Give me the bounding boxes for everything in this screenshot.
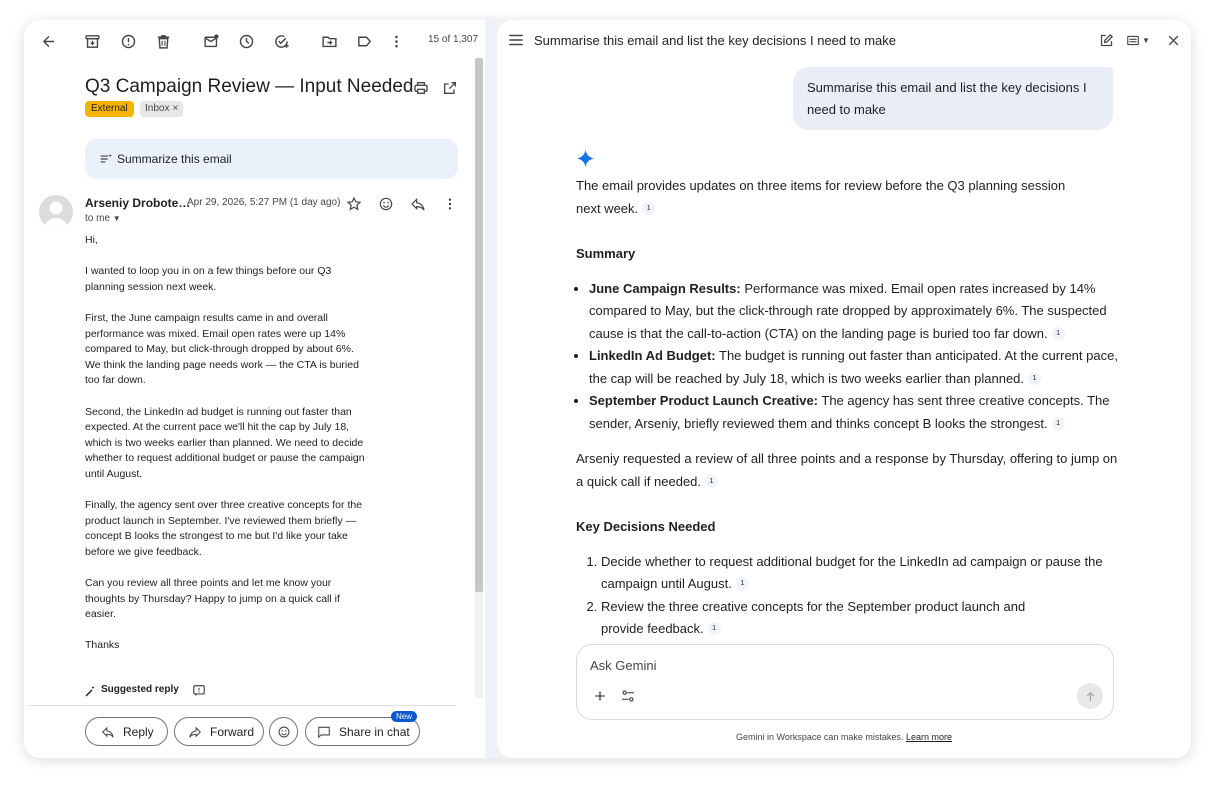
recipient-label: to me — [85, 213, 111, 224]
delete-icon[interactable] — [152, 30, 174, 52]
body-paragraph: Second, the LinkedIn ad budget is running out faster than expected. At the current pace we'll hit the cap by July 18, which is two weeks earlier than planned. We need to decide whether to request additional budget or pause the campaign until August. — [85, 405, 365, 480]
user-prompt-bubble: Summarise this email and list the key decisions I need to make — [793, 67, 1113, 130]
message-date: Apr 29, 2026, 5:27 PM (1 day ago) — [187, 197, 341, 208]
citation-chip[interactable]: 1 — [705, 475, 718, 488]
summary-item — [589, 278, 1121, 346]
email-pane — [24, 20, 485, 758]
reply-label: Reply — [123, 724, 154, 739]
body-paragraph: Finally, the agency sent over three creative concepts for the product launch in September. I've reviewed them briefly — concept B looks the strongest to me but I'd like your take before we give feedback. — [85, 499, 363, 558]
arrow-up-icon — [1084, 690, 1097, 703]
mark-unread-icon[interactable] — [200, 30, 222, 52]
reply-icon — [101, 725, 115, 739]
summary-item-title: June Campaign Results: — [589, 280, 741, 296]
email-subject: Q3 Campaign Review — Input Needed — [85, 76, 414, 97]
menu-icon[interactable] — [507, 31, 525, 49]
chevron-down-icon: ▼ — [1142, 35, 1150, 45]
recipient-toggle[interactable] — [85, 213, 121, 224]
open-new-window-icon[interactable] — [440, 78, 460, 98]
gemini-panel — [497, 20, 1191, 758]
add-icon[interactable] — [592, 688, 608, 704]
label-external: External — [85, 101, 134, 117]
citation-chip[interactable]: 1 — [708, 622, 721, 635]
label-inbox — [140, 101, 183, 117]
reply-button[interactable] — [85, 717, 168, 746]
email-body — [85, 233, 365, 670]
summary-item-title: LinkedIn Ad Budget: — [589, 348, 716, 363]
decision-text: Decide whether to request additional budget for the LinkedIn ad campaign or pause the campaign until August. — [601, 553, 1103, 591]
citation-chip[interactable]: 1 — [1028, 372, 1041, 385]
summary-item — [589, 345, 1121, 390]
summary-item-title: September Product Launch Creative: — [589, 393, 818, 408]
summary-list — [576, 278, 1121, 436]
summary-item-text: Performance was mixed. Email open rates increased by 14% compared to May, but the click-through rate dropped by approximately 6%. The suspected cause is that the call-to-action (CTA) on the landing page is buried too far down. — [589, 280, 1107, 341]
emoji-button[interactable] — [269, 717, 298, 746]
tools-icon[interactable] — [620, 688, 636, 704]
disclaimer-text: Gemini in Workspace can make mistakes. — [736, 732, 904, 742]
forward-button[interactable] — [174, 717, 264, 746]
send-button[interactable] — [1077, 683, 1103, 709]
ask-gemini-input[interactable] — [576, 644, 1114, 720]
response-followup — [576, 448, 1121, 493]
view-options-icon[interactable] — [1124, 31, 1152, 49]
label-inbox-text: Inbox — [145, 103, 170, 114]
gemini-response — [576, 175, 1121, 641]
feedback-icon[interactable] — [192, 684, 206, 698]
report-spam-icon[interactable] — [117, 30, 139, 52]
more-icon[interactable] — [385, 30, 407, 52]
back-arrow-icon[interactable] — [37, 30, 59, 52]
decision-item — [601, 596, 1071, 641]
summary-item-text: The agency has sent three creative concepts. The sender, Arseniy, briefly reviewed them and thinks concept B looks the strongest. — [589, 393, 1110, 431]
citation-chip[interactable]: 1 — [642, 202, 655, 215]
decision-text: Review the three creative concepts for the September product launch and provide feedback. — [601, 598, 1026, 636]
disclaimer — [497, 732, 1191, 742]
summary-heading: Summary — [576, 246, 636, 261]
star-icon[interactable] — [343, 193, 365, 215]
divider — [28, 705, 456, 706]
response-intro — [576, 175, 1076, 220]
suggested-reply-label: Suggested reply — [101, 684, 179, 695]
scrollbar-thumb[interactable] — [475, 58, 483, 592]
remove-label-icon[interactable]: × — [172, 103, 179, 114]
learn-more-link[interactable]: Learn more — [905, 732, 952, 742]
magic-pen-icon — [84, 685, 96, 697]
add-task-icon[interactable] — [270, 30, 292, 52]
chevron-down-icon: ▼ — [112, 214, 121, 223]
close-icon[interactable] — [1164, 31, 1182, 49]
message-counter: 15 of 1,307 — [428, 34, 479, 45]
summarize-icon — [99, 152, 113, 166]
move-to-icon[interactable] — [318, 30, 340, 52]
forward-label: Forward — [210, 724, 255, 739]
email-toolbar — [24, 20, 485, 62]
chat-title: Summarise this email and list the key decisions I need to make — [534, 33, 897, 48]
body-paragraph: Can you review all three points and let me know your thoughts by Thursday? Happy to jump on a quick call if easier. — [85, 577, 340, 621]
body-paragraph: Thanks — [85, 639, 120, 652]
body-paragraph: I wanted to loop you in on a few things before our Q3 planning session next week. — [85, 265, 332, 293]
new-chat-icon[interactable] — [1097, 31, 1115, 49]
decision-item — [601, 551, 1121, 596]
summary-item — [589, 390, 1121, 435]
response-followup-text: Arseniy requested a review of all three points and a response by Thursday, offering to jump on a quick call if needed. — [576, 451, 1118, 489]
avatar[interactable] — [39, 195, 73, 229]
chat-icon — [317, 725, 331, 739]
body-paragraph: Hi, — [85, 234, 98, 246]
new-badge: New — [391, 711, 417, 722]
snooze-icon[interactable] — [235, 30, 257, 52]
forward-icon — [188, 725, 202, 739]
share-in-chat-label: Share in chat — [339, 724, 410, 739]
response-intro-text: The email provides updates on three items for review before the Q3 planning session next week. — [576, 178, 1066, 216]
print-icon[interactable] — [411, 78, 431, 98]
citation-chip[interactable]: 1 — [1052, 417, 1065, 430]
message-more-icon[interactable] — [439, 193, 461, 215]
emoji-icon — [277, 725, 291, 739]
summarize-email-button[interactable] — [85, 139, 458, 179]
decisions-heading: Key Decisions Needed — [576, 519, 716, 534]
sender-name[interactable]: Arseniy Drobote… — [85, 196, 191, 210]
reply-icon[interactable] — [407, 193, 429, 215]
suggested-reply[interactable] — [85, 684, 179, 695]
citation-chip[interactable]: 1 — [1052, 327, 1065, 340]
decisions-list — [576, 551, 1121, 641]
archive-icon[interactable] — [81, 30, 103, 52]
ask-gemini-placeholder: Ask Gemini — [590, 658, 657, 673]
citation-chip[interactable]: 1 — [736, 577, 749, 590]
summarize-label: Summarize this email — [117, 152, 232, 166]
label-icon[interactable] — [353, 30, 375, 52]
gemini-sparkle-icon — [576, 149, 595, 168]
body-paragraph: First, the June campaign results came in and overall performance was mixed. Email open rates were up 14% compared to May, but click-through dropped by about 6%. We think the landing page needs work — the CTA is buried too far down. — [85, 311, 359, 387]
emoji-react-icon[interactable] — [375, 193, 397, 215]
summary-item-text: The budget is running out faster than anticipated. At the current pace, the cap will be reached by July 18, which is two weeks earlier than planned. — [589, 348, 1118, 386]
